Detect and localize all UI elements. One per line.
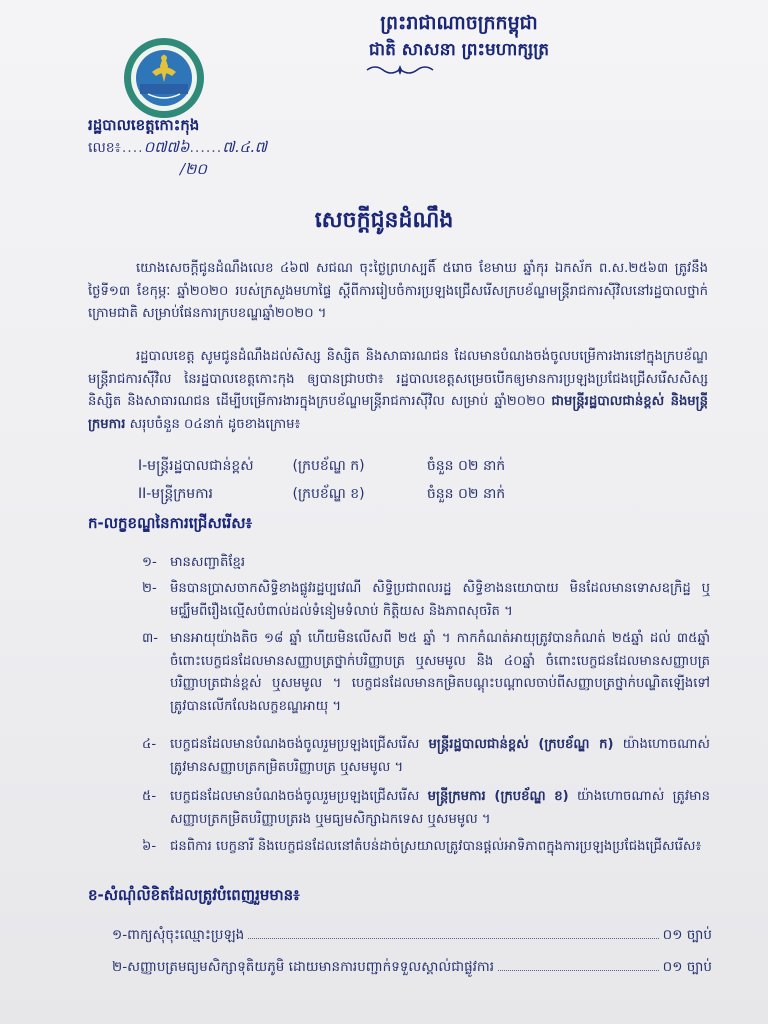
criteria-number: ៤- xyxy=(142,737,157,752)
criteria-text-group xyxy=(170,786,710,831)
criteria-text-group xyxy=(170,734,710,779)
divider-ornament xyxy=(365,64,435,76)
section-heading-criteria: ក-លក្ខខណ្ឌនៃការជ្រើសរើស៖ xyxy=(88,514,253,532)
criteria-bold: មន្ត្រីរដ្ឋបាលជាន់ខ្ពស់ (ក្របខ័ណ្ឌ ក) xyxy=(428,737,614,752)
criteria-text: ជនពិការ បេក្ខនារី និងបេក្ខជនដែលនៅតំបន់ដាច់ស្រយាលត្រូវបានផ្តល់អាទិភាពក្នុងការប្រឡងប្រជែងជ្រើសរើស៖ xyxy=(170,839,702,854)
national-motto: ជាតិ សាសនា ព្រះមហាក្សត្រ xyxy=(368,40,550,60)
criteria-tail: យ៉ាងហោចណាស់ ត្រូវមានសញ្ញាបត្រកម្រិតបរិញ្ញាបត្ររង ឬមធ្យមសិក្សាឯកទេស ឬសមមូល ។ xyxy=(170,789,710,827)
post-count: ចំនួន ០២ នាក់ xyxy=(426,486,506,502)
paragraph2-text: រដ្ឋបាលខេត្ត សូមជូនដំណឹងដល់សិស្ស និស្សិត និងសាធារណជន ដែលមានបំណងចង់ចូលបម្រើការងារនៅក្នុងក្របខ័ណ្ឌមន្ត្រីរាជការស៊ីវិល នៃរដ្ឋបាលខេត្តកោះកុង ឲ្យបានជ្រាបថា៖ រដ្ឋបាលខេត្តសម្រេចបើកឲ្យមានការប្រឡងប្រជែងជ្រើសរើសសិស្ស និស្សិត និងសាធារណជន ដើម្បីបម្រើការងារក្នុងក្របខ័ណ្ឌមន្ត្រីរាជការស៊ីវិល សម្រាប់ ឆ្នាំ២០២០ xyxy=(88,349,708,409)
paragraph2-end: សរុបចំនួន ០៤នាក់ ដូចខាងក្រោម៖ xyxy=(129,416,301,432)
paragraph1-text: យោងសេចក្តីជូនដំណឹងលេខ ៤៦៧ សជណ ចុះថ្ងៃព្រហស្បតិ៍ ៥រោច ខែមាឃ ឆ្នាំកុរ ឯកស័ក ព.ស.២៥៦៣ ត្រូវនឹងថ្ងៃទី១៣ ខែកុម្ភៈ ឆ្នាំ២០២០ របស់ក្រសួងមហាផ្ទៃ ស្តីពីការរៀបចំការប្រឡងជ្រើសរើសក្របខ័ណ្ឌមន្ត្រីរាជការស៊ីវិលនៅរដ្ឋបាលថ្នាក់ក្រោមជាតិ សម្រាប់ផែនការក្របខណ្ឌឆ្នាំ២០២០ ។ xyxy=(88,261,708,321)
document-item xyxy=(112,958,712,978)
post-row xyxy=(138,456,547,477)
paragraph-announcement xyxy=(88,346,708,436)
ref-date: ៧.៤.៧ xyxy=(222,138,267,156)
criteria-text: មានអាយុយ៉ាងតិច ១៨ ឆ្នាំ ហើយមិនលើសពី ២៥ ឆ្នាំ ។ កាកកំណត់អាយុត្រូវបានកំណត់ ២៥ឆ្នាំ ដល់ ៣៥ឆ្នាំ ចំពោះបេក្ខជនដែលមានសញ្ញាបត្រថ្នាក់បរិញ្ញាបត្រ ឬសមមូល និង ៤០ឆ្នាំ ចំពោះបេក្ខជនដែលមានសញ្ញាបត្របរិញ្ញាបត្រជាន់ខ្ពស់ ឬសមមូល ។ បេក្ខជនដែលមានកម្រិតបណ្តុះបណ្តាលចាប់ពីសញ្ញាបត្រថ្នាក់បណ្ឌិតឡើងទៅ ត្រូវបានលើកលែងលក្ខខណ្ឌអាយុ ។ xyxy=(170,631,710,714)
post-name: II-មន្ត្រីក្រមការ xyxy=(138,486,213,502)
post-row xyxy=(138,484,547,505)
document-item xyxy=(112,926,712,946)
criteria-number: ២- xyxy=(142,581,157,596)
ref-number: ០៧៧៦ xyxy=(143,138,190,156)
criteria-text: បេក្ខជនដែលមានបំណងចង់ចូលរួមប្រឡងជ្រើសរើស xyxy=(170,737,420,752)
paragraph2-bold: ជាមន្ត្រីរដ្ឋបាលជាន់ខ្ពស់ និងមន្ត្រីក្រមការ xyxy=(88,394,708,432)
paragraph-reference xyxy=(88,258,708,326)
criteria-number: ១- xyxy=(142,555,157,570)
reference-line: លេខ៖....០៧៧៦......៧.៤.៧ xyxy=(88,138,267,156)
criteria-text: មិនបានប្រាសចាកសិទ្ធិខាងផ្លូវរដ្ឋប្បវេណី សិទ្ធិប្រជាពលរដ្ឋ សិទ្ធិខាងនយោបាយ មិនដែលមានទោសឧក្រិដ្ឋ ឬមជ្ឈឹមពីរឿងល្មើសបំពាល់ដល់ទំនៀមទំលាប់ កិត្តិយស និងភាពសុចរិត ។ xyxy=(170,581,710,619)
document-quantity: ០១ ច្បាប់ xyxy=(662,959,712,975)
dotted-leader xyxy=(248,938,658,939)
post-name: I-មន្ត្រីរដ្ឋបាលជាន់ខ្ពស់ xyxy=(138,458,254,474)
document-title: សេចក្តីជូនដំណឹង xyxy=(314,208,454,233)
document-label: ២-សញ្ញាបត្រមធ្យមសិក្សាទុតិយភូមិ ដោយមានការបញ្ជាក់ទទួលស្គាល់ជាផ្លូវការ xyxy=(112,959,495,975)
criteria-number: ៣- xyxy=(142,631,159,646)
post-category: (ក្របខ័ណ្ឌ ក) xyxy=(292,458,365,474)
document-label: ១-ពាក្យសុំចុះឈ្មោះប្រឡង xyxy=(112,927,245,943)
issuing-authority: រដ្ឋបាលខេត្តកោះកុង xyxy=(88,116,200,134)
criteria-tail: យ៉ាងហោចណាស់ ត្រូវមានសញ្ញាបត្រកម្រិតបរិញ្ញាបត្រ ឬសមមូល ។ xyxy=(170,737,710,775)
criteria-text: បេក្ខជនដែលមានបំណងចង់ចូលរួមប្រឡងជ្រើសរើស xyxy=(170,789,420,804)
section-heading-documents: ខ-សំណុំលិខិតដែលត្រូវបំពេញរួមមាន៖ xyxy=(88,886,300,904)
criteria-number: ៥- xyxy=(142,789,157,804)
dotted-leader xyxy=(498,970,659,971)
criteria-number: ៦- xyxy=(142,839,157,854)
criteria-text: មានសញ្ជាតិខ្មែរ xyxy=(170,555,246,570)
criteria-bold: មន្ត្រីក្រមការ (ក្របខ័ណ្ឌ ខ) xyxy=(427,789,569,804)
kingdom-heading: ព្រះរាជាណាចក្រកម្ពុជា xyxy=(380,12,538,34)
document-quantity: ០១ ច្បាប់ xyxy=(662,927,712,943)
ref-year: /២០ xyxy=(180,160,208,178)
ref-prefix: លេខ xyxy=(88,140,115,156)
post-count: ចំនួន ០២ នាក់ xyxy=(426,458,506,474)
post-category: (ក្របខ័ណ្ឌ ខ) xyxy=(292,486,365,502)
